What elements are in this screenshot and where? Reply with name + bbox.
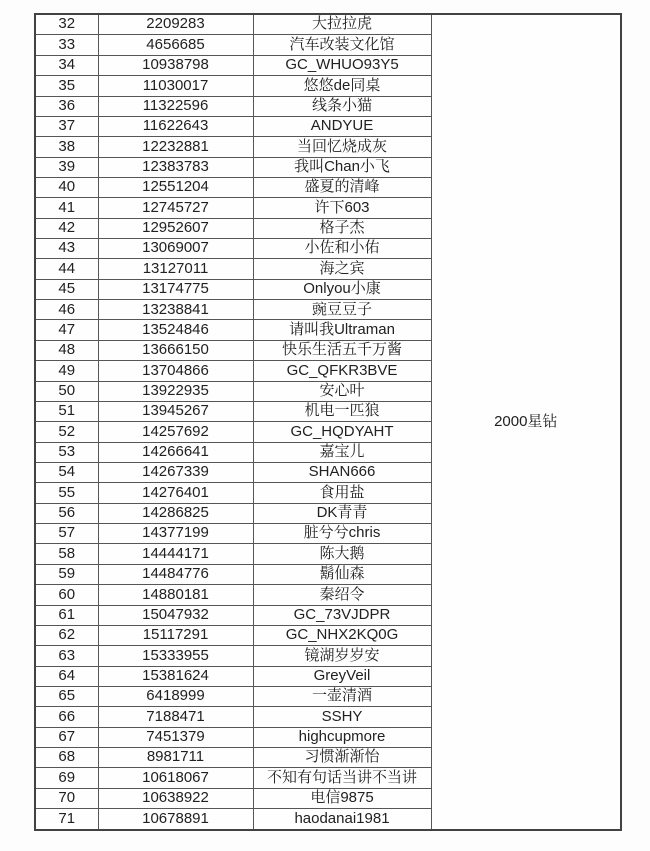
winners-table-body — [35, 14, 621, 830]
name-cell: GreyVeil — [253, 666, 431, 686]
id-cell: 7188471 — [98, 707, 253, 727]
id-cell: 10638922 — [98, 788, 253, 808]
name-cell: 不知有句话当讲不当讲 — [253, 768, 431, 788]
id-cell: 2209283 — [98, 14, 253, 35]
id-cell: 14267339 — [98, 462, 253, 482]
id-cell: 14444171 — [98, 544, 253, 564]
name-cell: 格子杰 — [253, 218, 431, 238]
rank-cell: 39 — [35, 157, 98, 177]
name-cell: DK青青 — [253, 503, 431, 523]
rank-cell: 35 — [35, 76, 98, 96]
id-cell: 15117291 — [98, 625, 253, 645]
id-cell: 13238841 — [98, 300, 253, 320]
rank-cell: 60 — [35, 585, 98, 605]
id-cell: 13127011 — [98, 259, 253, 279]
id-cell: 15047932 — [98, 605, 253, 625]
id-cell: 14286825 — [98, 503, 253, 523]
name-cell: 机电一匹狼 — [253, 401, 431, 421]
id-cell: 15333955 — [98, 646, 253, 666]
rank-cell: 66 — [35, 707, 98, 727]
id-cell: 14880181 — [98, 585, 253, 605]
name-cell: 当回忆烧成灰 — [253, 137, 431, 157]
id-cell: 13704866 — [98, 361, 253, 381]
rank-cell: 55 — [35, 483, 98, 503]
name-cell: 陈大鹅 — [253, 544, 431, 564]
rank-cell: 61 — [35, 605, 98, 625]
rank-cell: 47 — [35, 320, 98, 340]
name-cell: 豌豆豆子 — [253, 300, 431, 320]
id-cell: 6418999 — [98, 686, 253, 706]
id-cell: 12551204 — [98, 177, 253, 197]
name-cell: 请叫我Ultraman — [253, 320, 431, 340]
id-cell: 7451379 — [98, 727, 253, 747]
name-cell: 嘉宝儿 — [253, 442, 431, 462]
rank-cell: 58 — [35, 544, 98, 564]
name-cell: 习惯渐渐怡 — [253, 748, 431, 768]
name-cell: 脏兮兮chris — [253, 524, 431, 544]
rank-cell: 46 — [35, 300, 98, 320]
id-cell: 14266641 — [98, 442, 253, 462]
rank-cell: 63 — [35, 646, 98, 666]
id-cell: 13922935 — [98, 381, 253, 401]
id-cell: 13666150 — [98, 340, 253, 360]
id-cell: 10938798 — [98, 55, 253, 75]
rank-cell: 52 — [35, 422, 98, 442]
rank-cell: 49 — [35, 361, 98, 381]
rank-cell: 34 — [35, 55, 98, 75]
rank-cell: 57 — [35, 524, 98, 544]
rank-cell: 65 — [35, 686, 98, 706]
rank-cell: 44 — [35, 259, 98, 279]
rank-cell: 43 — [35, 239, 98, 259]
name-cell: GC_HQDYAHT — [253, 422, 431, 442]
prize-cell: 2000星钻 — [431, 14, 621, 830]
id-cell: 14484776 — [98, 564, 253, 584]
name-cell: 线条小猫 — [253, 96, 431, 116]
name-cell: highcupmore — [253, 727, 431, 747]
name-cell: 电信9875 — [253, 788, 431, 808]
name-cell: 大拉拉虎 — [253, 14, 431, 35]
id-cell: 13945267 — [98, 401, 253, 421]
id-cell: 10618067 — [98, 768, 253, 788]
id-cell: 13524846 — [98, 320, 253, 340]
id-cell: 12232881 — [98, 137, 253, 157]
name-cell: ANDYUE — [253, 116, 431, 136]
name-cell: haodanai1981 — [253, 809, 431, 830]
name-cell: 悠悠de同桌 — [253, 76, 431, 96]
name-cell: SHAN666 — [253, 462, 431, 482]
table-row — [35, 14, 621, 35]
rank-cell: 64 — [35, 666, 98, 686]
rank-cell: 36 — [35, 96, 98, 116]
name-cell: 一壶清酒 — [253, 686, 431, 706]
id-cell: 12745727 — [98, 198, 253, 218]
name-cell: GC_NHX2KQ0G — [253, 625, 431, 645]
rank-cell: 51 — [35, 401, 98, 421]
id-cell: 14276401 — [98, 483, 253, 503]
rank-cell: 71 — [35, 809, 98, 830]
id-cell: 15381624 — [98, 666, 253, 686]
id-cell: 11322596 — [98, 96, 253, 116]
name-cell: 快乐生活五千万酱 — [253, 340, 431, 360]
rank-cell: 69 — [35, 768, 98, 788]
rank-cell: 67 — [35, 727, 98, 747]
id-cell: 10678891 — [98, 809, 253, 830]
rank-cell: 70 — [35, 788, 98, 808]
name-cell: Onlyou小康 — [253, 279, 431, 299]
id-cell: 11622643 — [98, 116, 253, 136]
rank-cell: 59 — [35, 564, 98, 584]
name-cell: 小佐和小佑 — [253, 239, 431, 259]
rank-cell: 68 — [35, 748, 98, 768]
name-cell: 食用盐 — [253, 483, 431, 503]
name-cell: 镜湖岁岁安 — [253, 646, 431, 666]
name-cell: 许下603 — [253, 198, 431, 218]
rank-cell: 33 — [35, 35, 98, 55]
rank-cell: 38 — [35, 137, 98, 157]
name-cell: 盛夏的清峰 — [253, 177, 431, 197]
name-cell: 海之宾 — [253, 259, 431, 279]
name-cell: 我叫Chan小飞 — [253, 157, 431, 177]
rank-cell: 40 — [35, 177, 98, 197]
rank-cell: 32 — [35, 14, 98, 35]
name-cell: GC_QFKR3BVE — [253, 361, 431, 381]
rank-cell: 42 — [35, 218, 98, 238]
rank-cell: 56 — [35, 503, 98, 523]
id-cell: 14257692 — [98, 422, 253, 442]
rank-cell: 50 — [35, 381, 98, 401]
id-cell: 13069007 — [98, 239, 253, 259]
rank-cell: 53 — [35, 442, 98, 462]
name-cell: 秦绍令 — [253, 585, 431, 605]
name-cell: SSHY — [253, 707, 431, 727]
name-cell: GC_73VJDPR — [253, 605, 431, 625]
winners-table — [34, 13, 622, 831]
id-cell: 14377199 — [98, 524, 253, 544]
name-cell: 汽车改装文化馆 — [253, 35, 431, 55]
id-cell: 12952607 — [98, 218, 253, 238]
name-cell: GC_WHUO93Y5 — [253, 55, 431, 75]
rank-cell: 41 — [35, 198, 98, 218]
id-cell: 11030017 — [98, 76, 253, 96]
rank-cell: 62 — [35, 625, 98, 645]
id-cell: 13174775 — [98, 279, 253, 299]
name-cell: 鬍仙森 — [253, 564, 431, 584]
rank-cell: 48 — [35, 340, 98, 360]
rank-cell: 37 — [35, 116, 98, 136]
id-cell: 12383783 — [98, 157, 253, 177]
id-cell: 8981711 — [98, 748, 253, 768]
name-cell: 安心叶 — [253, 381, 431, 401]
id-cell: 4656685 — [98, 35, 253, 55]
rank-cell: 54 — [35, 462, 98, 482]
rank-cell: 45 — [35, 279, 98, 299]
